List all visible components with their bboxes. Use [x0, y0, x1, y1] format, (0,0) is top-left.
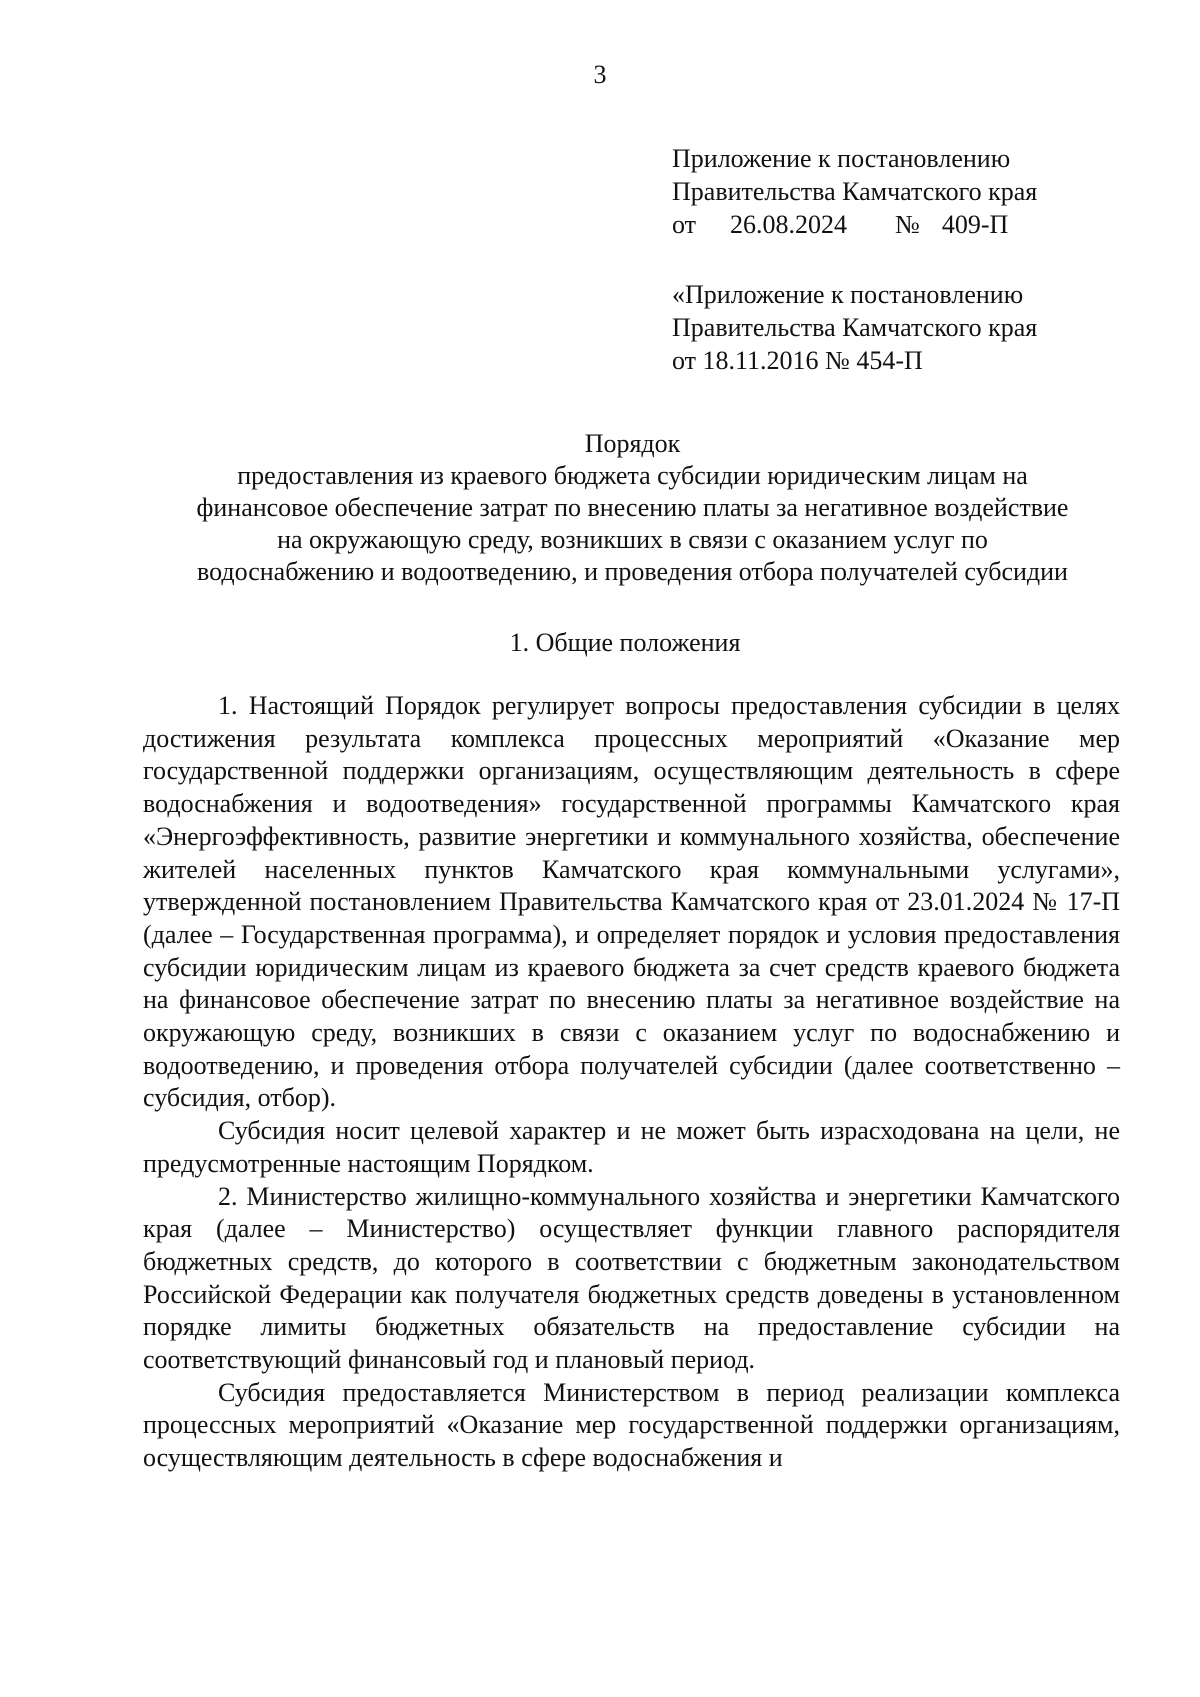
title-line: предоставления из краевого бюджета субсидии юридическим лицам на [237, 461, 1028, 490]
order-number-sign: № [895, 210, 920, 239]
appendix-line: от 18.11.2016 № 454-П [672, 346, 923, 375]
title-line: водоснабжению и водоотведению, и проведения отбора получателей субсидии [197, 557, 1068, 586]
appendix-line: Правительства Камчатского края [672, 177, 1038, 206]
document-title [140, 428, 1125, 588]
original-appendix-header [672, 278, 1152, 377]
appendix-line: Приложение к постановлению [672, 144, 1011, 173]
appendix-header [672, 142, 1152, 241]
paragraph: Субсидия предоставляется Министерством в период реализации комплекса процессных мероприятий «Оказание мер государственной поддержки организациям, осуществляющим деятельность в сфере водоснабжения и [143, 1377, 1120, 1473]
page-number: 3 [593, 60, 607, 89]
order-prefix: от [672, 210, 697, 239]
title-line: на окружающую среду, возникших в связи с оказанием услуг по [277, 525, 988, 554]
order-date: 26.08.2024 [730, 210, 848, 239]
title-line: финансовое обеспечение затрат по внесению платы за негативное воздействие [196, 493, 1069, 522]
appendix-line: Правительства Камчатского края [672, 313, 1038, 342]
appendix-line: «Приложение к постановлению [672, 280, 1024, 309]
paragraph: 2. Министерство жилищно-коммунального хозяйства и энергетики Камчатского края (далее – Министерство) осуществляет функции главного распорядителя бюджетных средств, до которого в соответствии с бюджетным законодательством Российской Федерации как получателя бюджетных средств доведены в установленном порядке лимиты бюджетных обязательств на предоставление субсидии на соответствующий финансовый год и плановый период. [143, 1181, 1120, 1375]
section-body [143, 690, 1120, 1475]
section-heading: 1. Общие положения [509, 628, 741, 657]
order-number: 409-П [941, 210, 1009, 239]
title-heading: Порядок [584, 429, 681, 458]
paragraph: Субсидия носит целевой характер и не может быть израсходована на цели, не предусмотренные настоящим Порядком. [143, 1116, 1120, 1178]
order-reference [672, 208, 1152, 241]
paragraph: 1. Настоящий Порядок регулирует вопросы предоставления субсидии в целях достижения результата комплекса процессных мероприятий «Оказание мер государственной поддержки организациям, осуществляющим деятельность в сфере водоснабжения и водоотведения» государственной программы Камчатского края «Энергоэффективность, развитие энергетики и коммунального хозяйства, обеспечение жителей населенных пунктов Камчатского края коммунальными услугами», утвержденной постановлением Правительства Камчатского края от 23.01.2024 № 17-П (далее – Государственная программа), и определяет порядок и условия предоставления субсидии юридическим лицам из краевого бюджета за счет средств краевого бюджета на финансовое обеспечение затрат по внесению платы за негативное воздействие на окружающую среду, возникших в связи с оказанием услуг по водоснабжению и водоотведению, и проведения отбора получателей субсидии (далее соответственно – субсидия, отбор). [143, 691, 1120, 1113]
